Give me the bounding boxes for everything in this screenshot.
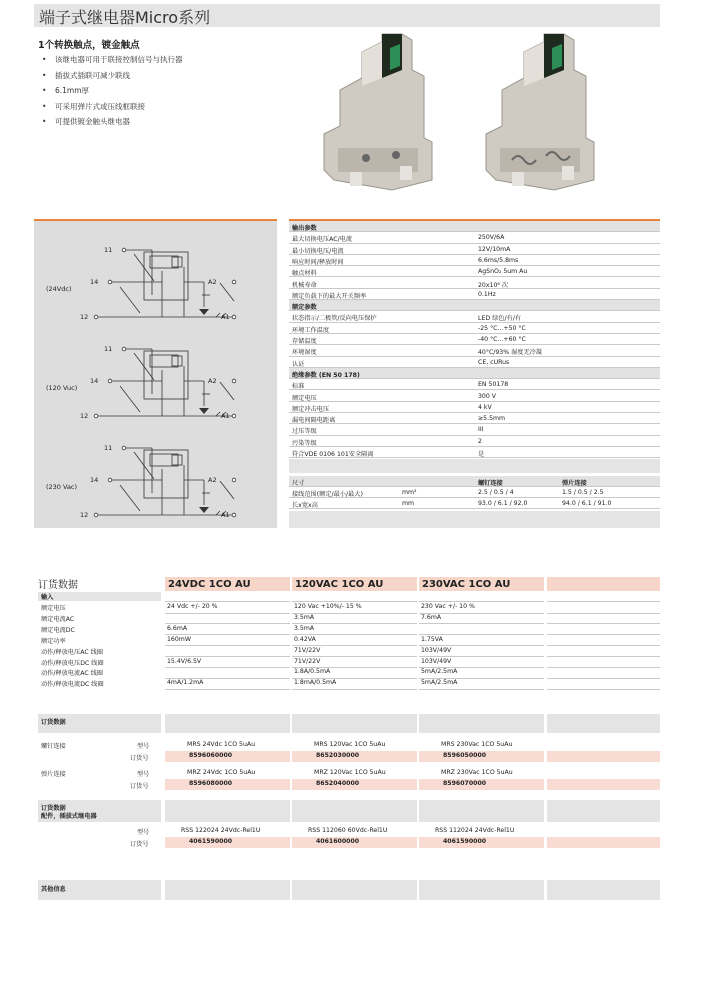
ordering-column-header: 120VAC 1CO AU (292, 577, 417, 591)
bullet-text: 可提供镀金触头继电器 (55, 117, 130, 126)
plug-title: 订货数据 (41, 805, 66, 812)
ordering-row-label: 动作/释放电流AC 线圈 (41, 670, 103, 678)
section-bar (165, 800, 290, 822)
dims-col2: 94.0 / 6.1 / 91.0 (562, 500, 612, 507)
product-type: RSS 112060 60Vdc-Rel1U (308, 827, 388, 834)
bullet-text: 可采用弹片式或压线框联接 (55, 101, 145, 111)
product-type: MRZ 230Vac 1CO 5uAu (441, 769, 513, 776)
terminal (94, 513, 98, 517)
switch-arm (220, 481, 234, 499)
spec-row (289, 244, 660, 255)
input-header: 输入 (41, 594, 54, 601)
bullet-marker: • (42, 55, 47, 64)
ordering-cell: 6.6mA (167, 624, 188, 632)
ordering-cell: 103V/49V (421, 646, 452, 654)
type-label: 型号 (137, 771, 150, 778)
ordering-row-label: 额定功率 (41, 637, 66, 645)
spec-label: 额定负载下的最大开关频率 (292, 292, 367, 300)
ordering-row-line (165, 613, 290, 614)
pin-label: 14 (90, 476, 99, 484)
wiring-diagram (34, 221, 277, 528)
spec-value: 250V/6A (478, 234, 505, 242)
voltage-label: (120 Vuc) (46, 384, 78, 392)
spec-row (289, 232, 660, 243)
relay-coil (150, 256, 178, 268)
order-section-title: 订货数据 (41, 719, 66, 726)
ordering-cell: 103V/49V (421, 657, 452, 665)
ordering-cell: 3.5mA (294, 613, 315, 621)
ordering-cell: 71V/22V (294, 646, 321, 654)
diode-symbol (199, 507, 209, 513)
ordering-cell: 5mA/2.5mA (421, 679, 458, 687)
dims-row (289, 498, 660, 509)
ordering-cell: 0.42VA (294, 635, 316, 643)
switch-arm (120, 485, 140, 511)
terminal (232, 513, 236, 517)
spec-row (289, 255, 660, 266)
switch-arm (120, 287, 140, 313)
ordering-row-line (419, 689, 544, 690)
product-type: RSS 122024 24Vdc-Rel1U (181, 827, 261, 834)
spec-row (289, 221, 660, 232)
pin-label: 11 (104, 246, 113, 254)
terminal (122, 347, 126, 351)
spec-filler (289, 459, 660, 473)
section-bar (547, 714, 660, 733)
led-arrow (216, 313, 220, 317)
spec-label: 存储温度 (292, 338, 317, 345)
pin-label: 14 (90, 278, 99, 286)
spec-value: ≥5.5mm (478, 415, 506, 423)
switch-arm (220, 283, 234, 301)
bullet-text: 该继电器可用于联接控制信号与执行器 (55, 55, 183, 64)
spec-value: 12V/10mA (478, 245, 511, 253)
ordering-header-line (292, 601, 417, 602)
ordering-header-line (547, 601, 660, 602)
title-bar (34, 4, 660, 27)
bullet-item (42, 101, 145, 112)
ordering-column-header: 24VDC 1CO AU (165, 577, 290, 591)
spec-value: CE, cURus (478, 358, 510, 366)
terminal (108, 280, 112, 284)
ordering-cell: 71V/22V (294, 657, 321, 665)
spec-row (289, 289, 660, 300)
section-bar (292, 880, 417, 900)
voltage-label: (230 Vac) (46, 483, 78, 491)
ordering-row-line (165, 645, 290, 646)
wiring-diagram-panel (34, 219, 277, 528)
spec-label: 最大切换电压AC/电流 (292, 236, 353, 244)
bullet-marker: • (42, 117, 47, 126)
spec-value: 6.6ms/5.8ms (478, 256, 519, 264)
spec-row (289, 278, 660, 289)
section-bar (292, 800, 417, 822)
spec-label: 额定电压 (292, 394, 317, 402)
relay-coil (150, 355, 178, 367)
spec-label: 环境工作温度 (292, 326, 330, 334)
spec-label: 绝缘参数 (EN 50 178) (292, 371, 360, 379)
dims-header (289, 476, 660, 487)
product-type: MRS 230Vac 1CO 5uAu (441, 741, 513, 748)
order-number: 8652030000 (316, 752, 360, 759)
ordering-cell: 24 Vdc +/- 20 % (167, 603, 218, 610)
dims-unit: mm (402, 500, 415, 507)
ordering-row-label: 额定电压 (41, 605, 66, 612)
spec-row (289, 266, 660, 277)
dims-col1: 93.0 / 6.1 / 92.0 (478, 500, 528, 507)
order-number-label: 订货号 (130, 841, 149, 848)
spec-label: 额定参数 (292, 304, 317, 312)
dims-label: 接线范围(额定/最小/最大) (292, 491, 363, 498)
ordering-row-label: 额定电流DC (41, 626, 75, 634)
relay-photo (320, 30, 438, 192)
pin-label: 11 (104, 444, 113, 452)
relay-coil (150, 454, 178, 466)
order-number-bg (547, 751, 660, 762)
spec-label: 认证 (292, 360, 305, 368)
spec-row (289, 334, 660, 345)
pin-label: A1 (221, 313, 230, 321)
dims-col2: 1.5 / 0.5 / 2.5 (562, 489, 604, 496)
product-type: MRZ 24Vdc 1CO 5uAu (187, 769, 256, 776)
order-number: 4061600000 (316, 838, 360, 845)
subtitle: 1个转换触点，镀金触点 (38, 40, 140, 51)
terminal (232, 379, 236, 383)
diode-symbol (199, 309, 209, 315)
spec-bottom-filler (289, 511, 660, 528)
spec-row (289, 357, 660, 368)
terminal (232, 478, 236, 482)
terminal (108, 379, 112, 383)
ordering-column-header (547, 577, 660, 591)
dims-col1: 2.5 / 0.5 / 4 (478, 489, 514, 496)
order-number-label: 订货号 (130, 783, 149, 790)
ordering-header-line (419, 601, 544, 602)
spec-row (289, 402, 660, 413)
terminal (122, 248, 126, 252)
spec-row (289, 345, 660, 356)
order-number: 8596080000 (189, 780, 233, 787)
pin-label: A1 (221, 412, 230, 420)
ordering-row-line (547, 645, 660, 646)
spec-row (289, 311, 660, 322)
terminal (232, 315, 236, 319)
section-bar (547, 800, 660, 822)
voltage-label: (24Vdc) (46, 285, 72, 293)
bullet-item (42, 85, 89, 96)
spec-label: 输出参数 (292, 225, 317, 232)
ordering-row-line (292, 689, 417, 690)
spec-value: -25 °C...+50 °C (478, 324, 526, 332)
ordering-row-label: 动作/释放电流DC 线圈 (41, 681, 104, 689)
order-number: 8596070000 (443, 780, 487, 787)
ordering-row-line (547, 656, 660, 657)
pin-label: A2 (208, 278, 217, 286)
terminal (94, 414, 98, 418)
ordering-header-line (165, 601, 290, 602)
terminal (94, 315, 98, 319)
product-type: MRZ 120Vac 1CO 5uAu (314, 769, 386, 776)
dims-unit: mm² (402, 489, 417, 496)
spec-label: 机械寿命 (292, 281, 317, 289)
section-bar (419, 880, 544, 900)
dims-row (289, 487, 660, 498)
bullet-text: 插拔式插联可减少联线 (55, 70, 130, 80)
spec-label: 触点材料 (292, 270, 317, 278)
ordering-row-line (419, 623, 544, 624)
dims-header-label: 尺寸 (292, 480, 305, 487)
spec-label: 符合VDE 0106 101安全隔离 (292, 451, 374, 458)
section-bar (419, 800, 544, 822)
bullet-marker: • (42, 86, 47, 95)
spec-value: AgSnO₂ 5um Au (478, 268, 528, 276)
dims-label: 长x宽x高 (292, 502, 318, 509)
ordering-row-line (547, 613, 660, 614)
spec-row (289, 424, 660, 435)
bullet-text: 6.1mm厚 (55, 86, 90, 95)
ordering-cell: 1.75VA (421, 635, 443, 643)
pin-label: 12 (80, 511, 89, 519)
diode-symbol (199, 408, 209, 414)
ordering-row-line (547, 667, 660, 668)
ordering-row-label: 动作/释放电压AC 线圈 (41, 648, 103, 656)
spec-label: 额定冲击电压 (292, 405, 330, 413)
bullet-item (42, 54, 183, 65)
spec-value: 4 kV (478, 403, 492, 411)
dims-header-col1: 螺钉连接 (478, 480, 503, 487)
bullet-item (42, 70, 130, 81)
product-type: MRS 24Vdc 1CO 5uAu (187, 741, 256, 748)
terminal (108, 478, 112, 482)
spec-row (289, 323, 660, 334)
terminal (122, 446, 126, 450)
spec-label: 标准 (292, 383, 305, 391)
page-title: 端子式继电器Micro系列 (39, 8, 211, 27)
ordering-row-line (165, 667, 290, 668)
product-type: MRS 120Vac 1CO 5uAu (314, 741, 386, 748)
pin-label: A2 (208, 476, 217, 484)
spec-row (289, 300, 660, 311)
spec-label: 环境湿度 (292, 349, 317, 357)
pin-label: 14 (90, 377, 99, 385)
ordering-row-line (547, 634, 660, 635)
spec-label: 漏电间隔电距离 (292, 417, 336, 425)
order-number: 8652040000 (316, 780, 360, 787)
spec-row (289, 368, 660, 379)
ordering-cell: 3.5mA (294, 624, 315, 632)
terminal (232, 280, 236, 284)
order-number: 4061590000 (443, 838, 487, 845)
spec-value: EN 50178 (478, 381, 509, 389)
spec-value: III (478, 426, 484, 434)
led-arrow (216, 412, 220, 416)
section-bar (165, 880, 290, 900)
order-number: 8596060000 (189, 752, 233, 759)
order-number-bg (547, 779, 660, 790)
switch-arm (220, 382, 234, 400)
spec-label: 最小切换电压/电流 (292, 247, 344, 255)
section-bar (419, 714, 544, 733)
spec-value: LED 绿色/有/有 (478, 315, 522, 323)
ordering-column-header: 230VAC 1CO AU (419, 577, 544, 591)
spec-row (289, 413, 660, 424)
ordering-cell: 15.4V/6.5V (167, 657, 202, 665)
relay-coil-box (172, 356, 182, 366)
input-header-bar (38, 592, 161, 601)
spec-label: 响应时间/释放时间 (292, 258, 344, 266)
led-arrow (216, 511, 220, 515)
connection-label: 弹片连接 (41, 771, 66, 778)
bullet-item (42, 116, 130, 127)
spec-value: 300 V (478, 392, 497, 400)
spec-value: 2 (478, 437, 482, 445)
section-bar (165, 714, 290, 733)
ordering-cell: 4mA/1.2mA (167, 679, 204, 687)
ordering-cell: 160mW (167, 635, 191, 643)
other-info-label: 其他信息 (41, 886, 66, 893)
connection-label: 螺钉连接 (41, 743, 66, 750)
ordering-row-line (547, 678, 660, 679)
pin-label: A2 (208, 377, 217, 385)
spec-row (289, 379, 660, 390)
spec-row (289, 447, 660, 458)
ordering-cell: 5mA/2.5mA (421, 668, 458, 676)
order-number: 8596050000 (443, 752, 487, 759)
ordering-cell: 120 Vac +10%/- 15 % (294, 603, 362, 610)
ordering-row-line (165, 689, 290, 690)
spec-value: 0.1Hz (478, 290, 496, 298)
switch-arm (120, 386, 140, 412)
relay-photo (482, 30, 600, 192)
ordering-row-line (547, 689, 660, 690)
ordering-row-label: 额定电流AC (41, 615, 75, 623)
spec-label: 状态指示/二极管/反向电压保护 (292, 315, 377, 323)
ordering-row-line (547, 623, 660, 624)
bullet-marker: • (42, 101, 47, 111)
ordering-cell: 7.6mA (421, 613, 442, 621)
spec-value: -40 °C...+60 °C (478, 336, 526, 343)
relay-coil-box (172, 455, 182, 465)
bullet-marker: • (42, 70, 47, 80)
pin-label: 12 (80, 412, 89, 420)
type-label: 型号 (137, 829, 150, 836)
pin-label: 11 (104, 345, 113, 353)
relay-coil-box (172, 257, 182, 267)
dims-header-col2: 弹片连接 (562, 480, 587, 487)
spec-value: 是 (478, 451, 485, 458)
spec-label: 过压等级 (292, 428, 317, 436)
terminal (232, 414, 236, 418)
section-bar (547, 880, 660, 900)
product-type: RSS 112024 24Vdc-Rel1U (435, 827, 515, 834)
spec-label: 污染等级 (292, 439, 317, 447)
ordering-cell: 230 Vac +/- 10 % (421, 603, 475, 610)
ordering-cell: 1.8A/0.5mA (294, 668, 331, 676)
spec-row (289, 436, 660, 447)
spec-value: 20x10⁶ 次 (478, 281, 509, 289)
section-bar (292, 714, 417, 733)
ordering-row-label: 动作/释放电压DC 线圈 (41, 659, 104, 667)
pin-label: 12 (80, 313, 89, 321)
ordering-cell: 1.8mA/0.5mA (294, 679, 337, 687)
type-label: 型号 (137, 743, 150, 750)
pin-label: A1 (221, 511, 230, 519)
order-number-bg (547, 837, 660, 848)
spec-row (289, 391, 660, 402)
plug-subtitle: 配件，插拔式继电器 (41, 813, 97, 820)
spec-value: 40°C/93% 湿度无冷凝 (478, 349, 543, 357)
ordering-title: 订货数据 (38, 580, 78, 591)
order-number: 4061590000 (189, 838, 233, 845)
order-number-label: 订货号 (130, 755, 149, 762)
